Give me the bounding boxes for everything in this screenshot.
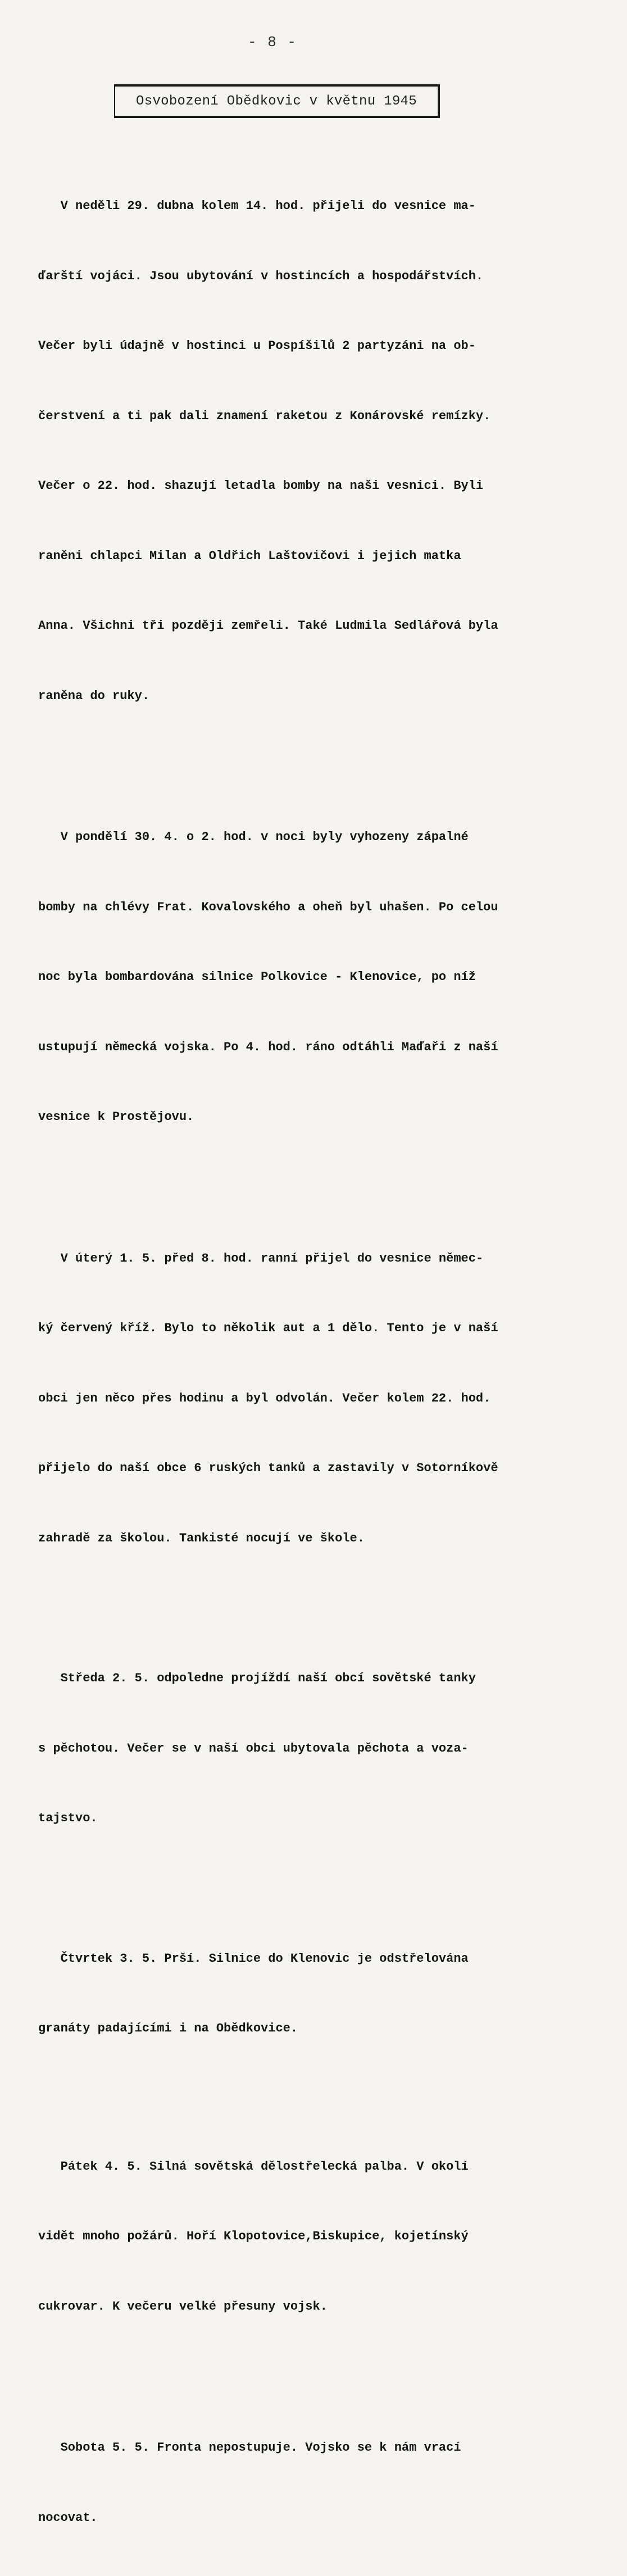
page-title: Osvobození Obědkovic v květnu 1945 [136,93,417,109]
text-line: granáty padajícími i na Obědkovice. [38,2021,298,2035]
body-text [38,148,600,2576]
text-line: tajstvo. [38,1811,98,1825]
text-line: Večer byli údajně v hostinci u Pospíšilů 2 partyzáni na ob- [38,339,476,353]
text-line: přijelo do naší obce 6 ruských tanků a zastavily v Sotorníkově [38,1461,498,1475]
paragraph-1 [38,148,600,754]
text-line: Pátek 4. 5. Silná sovětská dělostřelecká palba. V okolí [38,2159,469,2174]
text-line: raněni chlapci Milan a Oldřich Laštovičovi i jejich matka [38,548,461,563]
text-line: V neděli 29. dubna kolem 14. hod. přijeli do vesnice ma- [38,199,476,213]
text-line: Čtvrtek 3. 5. Prší. Silnice do Klenovic je odstřelována [38,1951,469,1966]
text-line: Večer o 22. hod. shazují letadla bomby na naši vesnici. Byli [38,479,484,493]
text-line: Anna. Všichni tři později zemřeli. Také Ludmila Sedlářová byla [38,619,498,633]
text-line: obci jen něco přes hodinu a byl odvolán. Večer kolem 22. hod. [38,1391,491,1405]
text-line: Středa 2. 5. odpoledne projíždí naší obcí sovětské tanky [38,1671,476,1685]
text-line: vesnice k Prostějovu. [38,1110,194,1124]
text-line: bomby na chlévy Frat. Kovalovského a oheň byl uhašen. Po celou [38,900,498,914]
text-line: ustupují německá vojska. Po 4. hod. ráno odtáhli Maďaři z naší [38,1040,498,1054]
text-line: vidět mnoho požárů. Hoří Klopotovice,Biskupice, kojetínský [38,2229,469,2243]
paragraph-3 [38,1200,600,1597]
text-line: nocovat. [38,2510,98,2525]
text-line: noc byla bombardována silnice Polkovice - Klenovice, po níž [38,970,476,984]
text-line: s pěchotou. Večer se v naší obci ubytovala pěchota a voza- [38,1741,469,1756]
title-box [114,84,440,118]
text-line: zahradě za školou. Tankisté nocují ve škole. [38,1531,365,1545]
text-line: ký červený kříž. Bylo to několik aut a 1 dělo. Tento je v naší [38,1321,498,1335]
paragraph-5 [38,1901,600,2087]
paragraph-2 [38,779,600,1176]
paragraph-7 [38,2389,600,2576]
page-number: - 8 - [247,34,297,51]
paragraph-6 [38,2108,600,2365]
text-line: raněna do ruky. [38,688,150,703]
text-line: cukrovar. K večeru velké přesuny vojsk. [38,2299,328,2314]
paragraph-4 [38,1620,600,1877]
text-line: ďarští vojáci. Jsou ubytování v hostincích a hospodářstvích. [38,269,484,283]
text-line: Sobota 5. 5. Fronta nepostupuje. Vojsko se k nám vrací [38,2441,461,2455]
text-line: čerstvení a ti pak dali znamení raketou z Konárovské remízky. [38,409,491,423]
text-line: V úterý 1. 5. před 8. hod. ranní přijel do vesnice němec- [38,1251,484,1266]
text-line: V pondělí 30. 4. o 2. hod. v noci byly vyhozeny zápalné [38,830,469,844]
